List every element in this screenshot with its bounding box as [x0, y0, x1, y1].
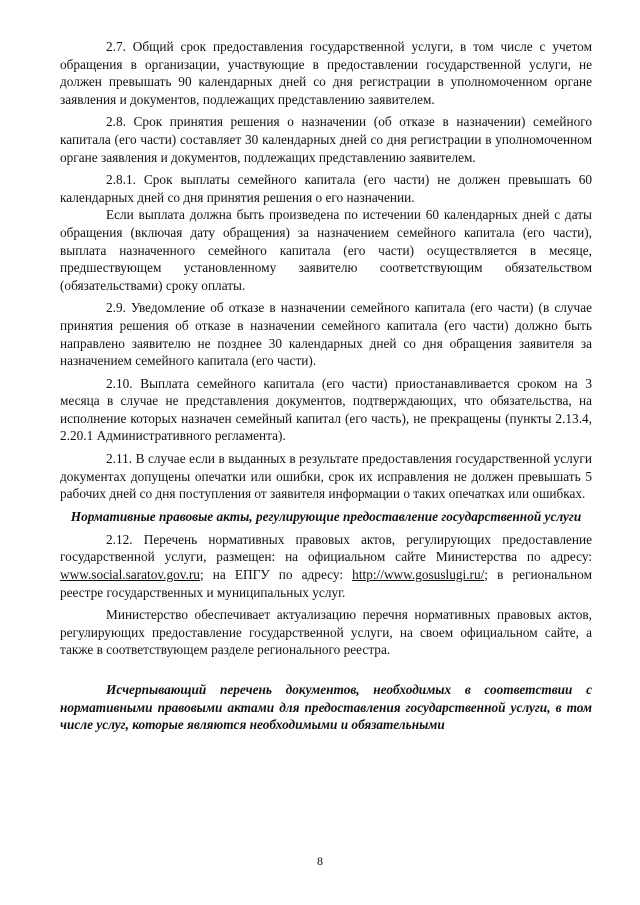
paragraph-2-11: 2.11. В случае если в выданных в результате предоставления государственной услуги документах допущены опечатки или ошибки, срок их исправления не должен превышать 5 рабочих дней со дня поступления от заявителя информации о таких опечатках или ошибках. — [60, 451, 592, 502]
section-heading-documents: Исчерпывающий перечень документов, необходимых в соответствии с нормативными правовыми актами для предоставления государственной услуги, в том числе услуг, которые являются необходимыми и обязательными — [60, 682, 592, 733]
gosuslugi-link[interactable]: http://www.gosuslugi.ru/ — [352, 567, 485, 583]
paragraph-payment-deadline: Если выплата должна быть произведена по истечении 60 календарных дней с даты обращения (включая дату обращения) за назначением семейного капитала (его части), выплата назначенного семейного капитала (его части) осуществляется в месяце, предшествующем установленному заявителю соответствующим обязательством (обязательствами) сроку оплаты. — [60, 207, 592, 293]
section-heading-legal-acts: Нормативные правовые акты, регулирующие предоставление государственной услуги — [70, 508, 582, 524]
paragraph-2-12-text-start: 2.12. Перечень нормативных правовых актов, регулирующих предоставление государственной услуги, размещен: на официальном сайте Министерства по адресу: — [60, 531, 592, 565]
paragraph-2-12-text-middle: ; на ЕПГУ по адресу: — [199, 567, 353, 583]
page-number: 8 — [317, 854, 323, 868]
paragraph-2-8-1: 2.8.1. Срок выплаты семейного капитала (его части) не должен превышать 60 календарных дней со дня принятия решения о его назначении. — [60, 172, 592, 205]
paragraph-2-7: 2.7. Общий срок предоставления государственной услуги, в том числе с учетом обращения в организации, участвующие в предоставлении государственной услуги, не должен превышать 90 календарных дней со дня регистрации в уполномоченном органе заявления и документов, подлежащих представлению заявителем. — [60, 39, 592, 107]
paragraph-2-9: 2.9. Уведомление об отказе в назначении семейного капитала (его части) (в случае принятия решения об отказе в назначении семейного капитала (его части) должно быть направлено заявителю не позднее 30 календарных дней со дня обращения заявителя за назначением семейного капитала (его части). — [60, 300, 592, 369]
ministry-website-link[interactable]: www.social.saratov.gov.ru — [60, 567, 200, 583]
paragraph-2-12-text-end: ; в региональном реестре государственных и муниципальных услуг. — [60, 567, 592, 600]
paragraph-2-10: 2.10. Выплата семейного капитала (его части) приостанавливается сроком на 3 месяца в случае не представления документов, подтверждающих, что обязательства, на исполнение которых назначен семейный капитал (его часть), не прекращены (пункты 2.13.4, 2.20.1 Административного регламента). — [60, 375, 592, 444]
paragraph-2-12 — [60, 531, 592, 601]
paragraph-ministry-updates: Министерство обеспечивает актуализацию перечня нормативных правовых актов, регулирующих предоставление государственной услуги, на своем официальном сайте, а также в соответствующем разделе регионального реестра. — [60, 607, 592, 658]
paragraph-2-8: 2.8. Срок принятия решения о назначении (об отказе в назначении) семейного капитала (его части) составляет 30 календарных дней со дня регистрации в уполномоченном органе заявления и документов, подлежащих представлению заявителем. — [60, 114, 592, 165]
